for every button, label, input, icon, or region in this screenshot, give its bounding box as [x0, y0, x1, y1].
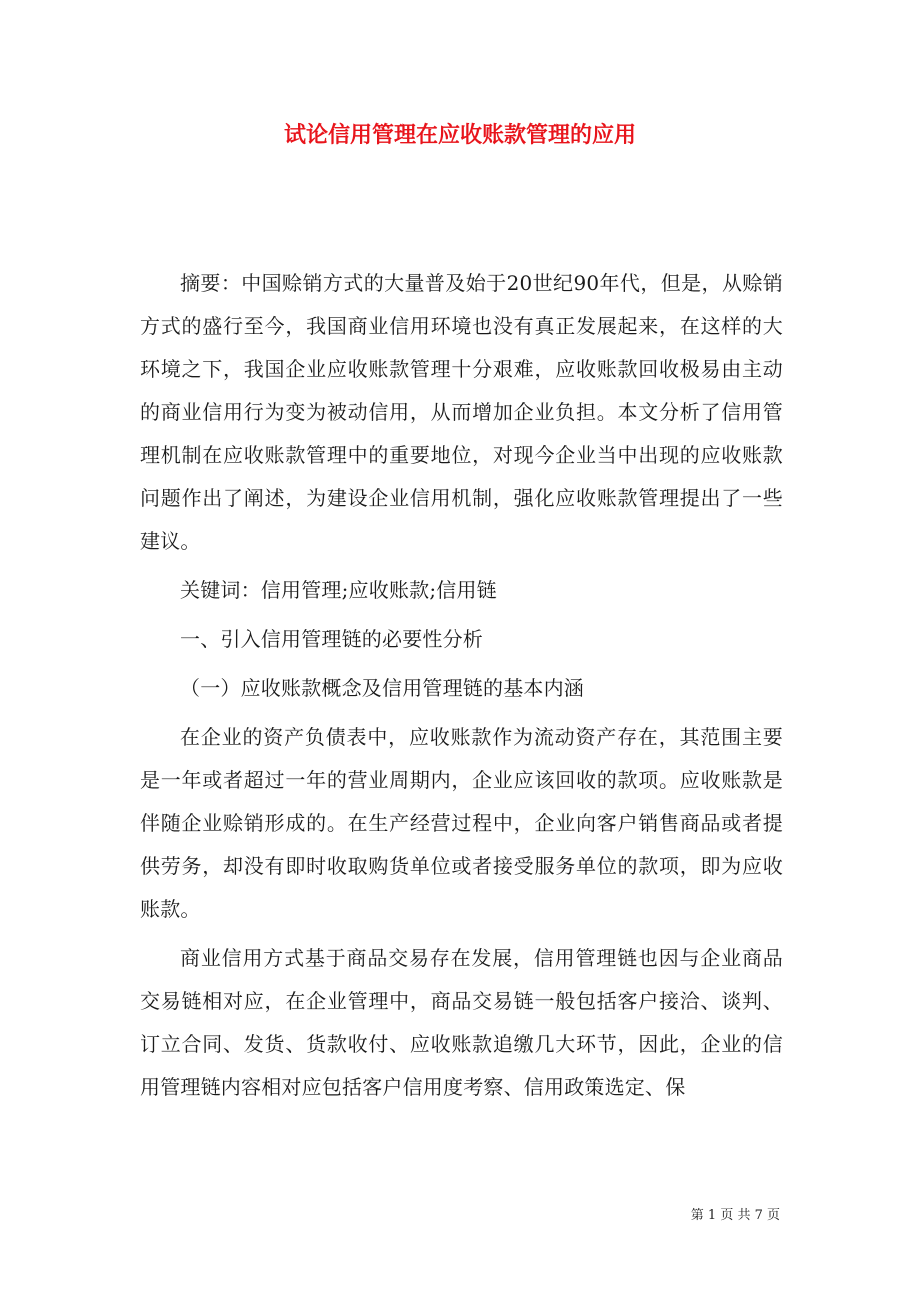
page-number: 第 1 页 共 7 页 [690, 1208, 780, 1223]
body-paragraph: 在企业的资产负债表中，应收账款作为流动资产存在，其范围主要是一年或者超过一年的营业周期内，企业应该回收的款项。应收账款是伴随企业赊销形成的。在生产经营过程中，企业向客户销售商品或者提供劳务，却没有即时收取购货单位或者接受服务单位的款项，即为应收账款。 [140, 725, 783, 921]
keywords-paragraph: 关键词：信用管理;应收账款;信用链 [180, 578, 497, 602]
section-heading: 一、引入信用管理链的必要性分析 [180, 627, 483, 651]
document-body [140, 262, 783, 1109]
subsection-heading: （一）应收账款概念及信用管理链的基本内涵 [180, 676, 584, 700]
body-paragraph: 商业信用方式基于商品交易存在发展，信用管理链也因与企业商品交易链相对应，在企业管理中，商品交易链一般包括客户接洽、谈判、订立合同、发货、货款收付、应收账款追缴几大环节，因此，企业的信用管理链内容相对应包括客户信用度考察、信用政策选定、保 [140, 946, 783, 1099]
abstract-paragraph: 摘要：中国赊销方式的大量普及始于20世纪90年代，但是，从赊销方式的盛行至今，我国商业信用环境也没有真正发展起来，在这样的大环境之下，我国企业应收账款管理十分艰难，应收账款回收极易由主动的商业信用行为变为被动信用，从而增加企业负担。本文分析了信用管理机制在应收账款管理中的重要地位，对现今企业当中出现的应收账款问题作出了阐述，为建设企业信用机制，强化应收账款管理提出了一些建议。 [140, 271, 783, 553]
document-title: 试论信用管理在应收账款管理的应用 [283, 123, 636, 148]
